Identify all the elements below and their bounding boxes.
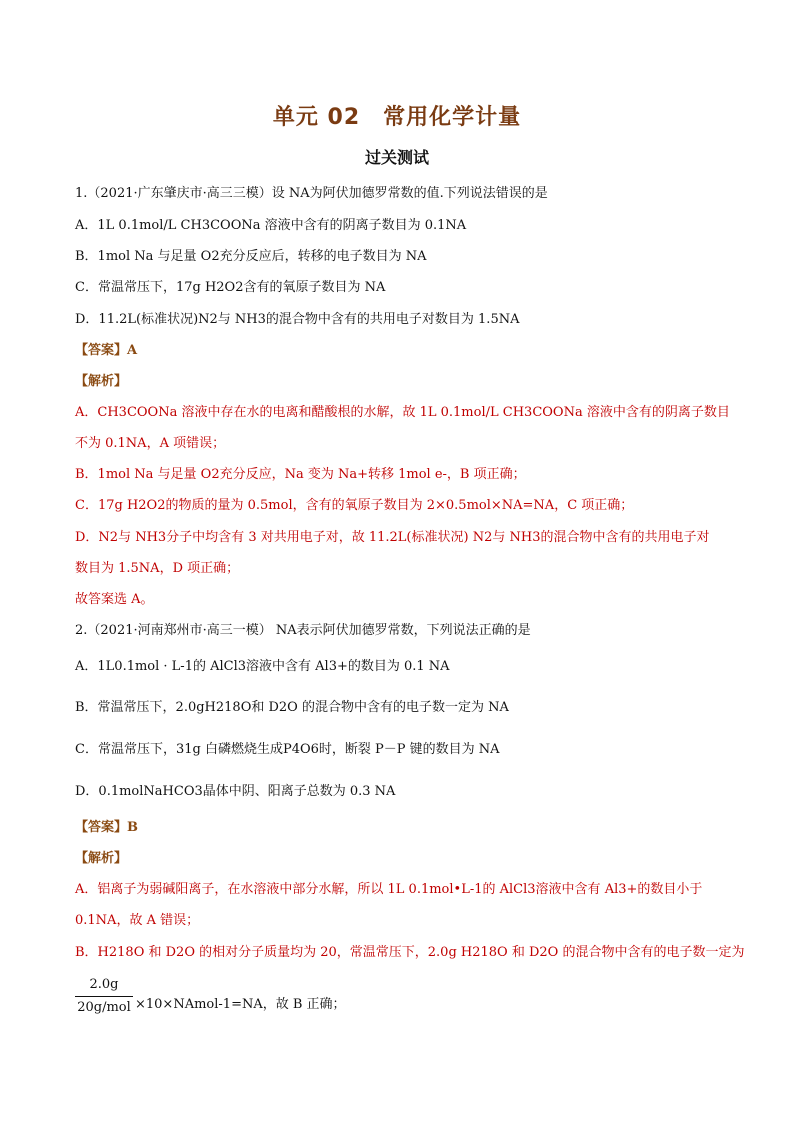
page-title: 单元 02 常用化学计量	[272, 105, 522, 130]
question-1-option-b: B．1mol Na 与足量 O2充分反应后，转移的电子数目为 NA	[75, 249, 427, 264]
question-1-option-d: D．11.2L(标准状况)N2与 NH3的混合物中含有的共用电子对数目为 1.5NA	[75, 312, 520, 327]
fraction-tail: ×10×NAmol-1=NA，故 B 正确；	[135, 997, 346, 1012]
question-1-analysis-line: C．17g H2O2的物质的量为 0.5mol，含有的氧原子数目为 2×0.5mol×NA=NA，C 项正确；	[75, 498, 634, 513]
fraction	[75, 976, 133, 1017]
question-1-analysis-line: D．N2与 NH3分子中均含有 3 对共用电子对，故 11.2L(标准状况) N2与 NH3的混合物中含有的共用电子对	[75, 530, 710, 545]
question-2-option-a: A．1L0.1mol · L-1的 AlCl3溶液中含有 Al3+的数目为 0.1 NA	[75, 659, 450, 674]
question-2-analysis-line: A．铝离子为弱碱阳离子，在水溶液中部分水解，所以 1L 0.1mol•L-1的 AlCl3溶液中含有 Al3+的数目小于	[75, 882, 703, 897]
question-1-analysis-label: 【解析】	[75, 374, 128, 389]
question-1-option-c: C．常温常压下，17g H2O2含有的氧原子数目为 NA	[75, 280, 386, 295]
question-1-option-a: A．1L 0.1mol/L CH3COONa 溶液中含有的阴离子数目为 0.1NA	[75, 218, 467, 233]
fraction-numerator: 2.0g	[75, 976, 133, 997]
question-1-stem: 1.（2021·广东肇庆市·高三三模）设 NA为阿伏加德罗常数的值.下列说法错误的是	[75, 186, 548, 201]
question-2-option-d: D．0.1molNaHCO3晶体中阴、阳离子总数为 0.3 NA	[75, 784, 396, 799]
question-1-answer: 【答案】A	[75, 343, 138, 358]
question-2-option-b: B．常温常压下，2.0gH218O和 D2O 的混合物中含有的电子数一定为 NA	[75, 700, 509, 715]
question-2-analysis-line: B．H218O 和 D2O 的相对分子质量均为 20，常温常压下，2.0g H218O 和 D2O 的混合物中含有的电子数一定为	[75, 945, 745, 960]
question-2-analysis-label: 【解析】	[75, 851, 128, 866]
question-2-answer: 【答案】B	[75, 820, 138, 835]
question-2-option-c: C．常温常压下，31g 白磷燃烧生成P4O6时，断裂 P－P 键的数目为 NA	[75, 742, 500, 757]
question-1-analysis-line: 数目为 1.5NA，D 项正确；	[75, 561, 240, 576]
question-1-conclusion: 故答案选 A。	[75, 592, 154, 607]
page-subtitle: 过关测试	[364, 148, 429, 167]
question-2-stem: 2.（2021·河南郑州市·高三一模） NA表示阿伏加德罗常数，下列说法正确的是	[75, 623, 531, 638]
question-1-analysis-line: B．1mol Na 与足量 O2充分反应，Na 变为 Na+转移 1mol e-，B 项正确；	[75, 467, 526, 482]
fraction-denominator: 20g/mol	[77, 1000, 131, 1015]
question-1-analysis-line: 不为 0.1NA，A 项错误；	[75, 436, 226, 451]
question-1-analysis-line: A．CH3COONa 溶液中存在水的电离和醋酸根的水解，故 1L 0.1mol/L CH3COONa 溶液中含有的阴离子数目	[75, 405, 730, 420]
question-2-analysis-line: 0.1NA，故 A 错误；	[75, 913, 200, 928]
